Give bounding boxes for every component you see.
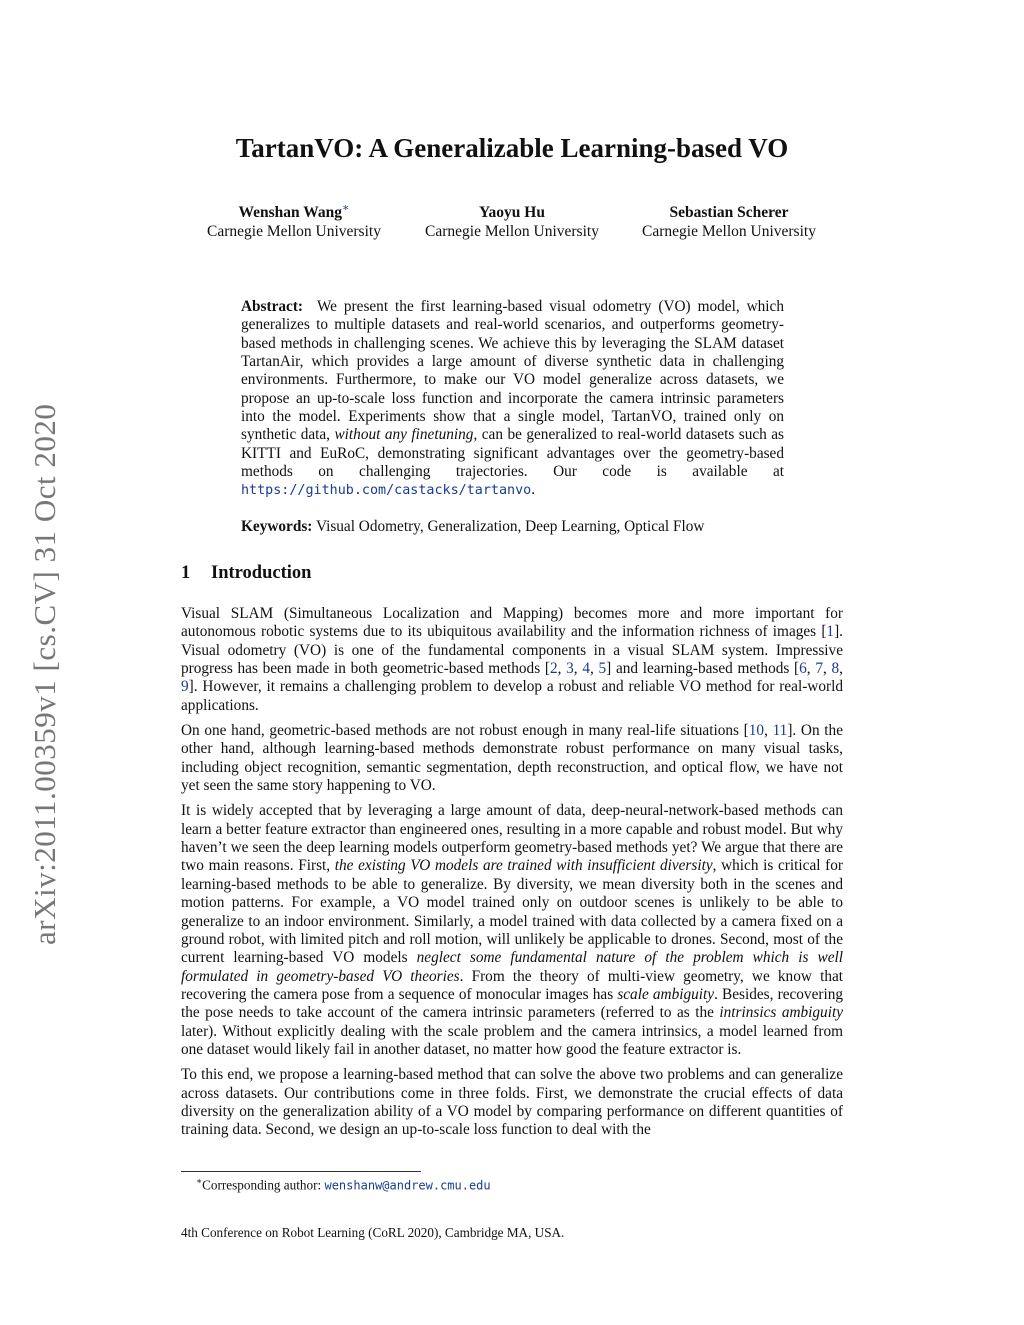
author-name: Yaoyu Hu — [479, 204, 545, 221]
text-run: . Besides, recovering the pose needs to take account of the camera intrinsic parameters (referred to as the — [181, 985, 843, 1022]
abstract-emphasis: without any finetuning — [334, 426, 474, 444]
body-text — [181, 605, 843, 1147]
arxiv-identifier: arXiv:2011.00359v1 [cs.CV] 31 Oct 2020 — [27, 403, 62, 945]
citation-link[interactable]: 5 — [598, 660, 607, 678]
citation-link[interactable]: 2 — [549, 660, 558, 678]
footnote-marker[interactable]: ∗ — [342, 201, 350, 214]
emphasis-text: neglect some fundamental nature of the problem which is well formulated in geometry-based VO theories — [181, 949, 843, 985]
author-affiliation: Carnegie Mellon University — [207, 223, 381, 240]
abstract-text: We present the first learning-based visual odometry (VO) model, which generalizes to multiple datasets and real-world scenarios, and outperforms geometry-based methods in challenging scenes. We achieve this by leveraging the SLAM dataset TartanAir, which provides a large amount of diverse synthetic data in challenging environments. Furthermore, to make our VO model generalize across datasets, we propose an up-to-scale loss function and incorporate the camera intrinsic parameters into the model. Experiments show that a single model, TartanVO, trained only on synthetic data, — [241, 298, 784, 444]
author-block — [392, 203, 632, 241]
citation-link[interactable]: 3 — [566, 660, 574, 678]
text-run: It is widely accepted that by leveraging a large amount of data, deep-neural-network-based methods can learn a better feature extractor than engineered ones, resulting in a more capable and robust model. But why haven’t we seen the deep learning models outperform geometry-based methods yet? We argue that there are two main reasons. First, — [181, 802, 843, 875]
footnote — [196, 1176, 491, 1193]
author-email-link[interactable]: wenshanw@andrew.cmu.edu — [324, 1178, 491, 1193]
text-run: ] and learning-based methods [ — [606, 660, 800, 678]
citation-link[interactable]: 8 — [831, 660, 840, 678]
text-run: , which is critical for learning-based methods to be able to generalize. By diversity, we mean diversity both in the scenes and motion patterns. For example, a VO model trained only on outdoor scenes is unlikely to be able to generalize to an indoor environment. Similarly, a model trained with data collected by a camera fixed on a ground robot, with limited pitch and roll motion, will unlikely be applicable to drones. Second, most of the current learning-based VO models — [181, 857, 843, 967]
paragraph-2: On one hand, geometric-based methods are not robust enough in many real-life situations [10, 11]. On the other hand, although learning-based methods demonstrate robust performance on many visual tasks, including object recognition, semantic segmentation, depth reconstruction, and optical flow, we have not yet seen the same story happening to VO. — [181, 722, 843, 795]
abstract-end: . — [531, 481, 536, 499]
keywords — [241, 518, 784, 536]
code-link[interactable]: https://github.com/castacks/tartanvo — [241, 483, 532, 499]
paragraph-3 — [181, 802, 843, 1059]
author-block — [609, 203, 849, 241]
citation-link[interactable]: 6 — [799, 660, 807, 678]
footnote-label: Corresponding author: — [202, 1177, 325, 1193]
abstract-text-cont: , can be generalized to real-world datasets such as KITTI and EuRoC, demonstrating significant advantages over the geometry-based methods on challenging trajectories. Our code is available at — [241, 426, 784, 481]
venue-footer: 4th Conference on Robot Learning (CoRL 2020), Cambridge MA, USA. — [181, 1225, 565, 1240]
text-run: later). Without explicitly dealing with the scale problem and the camera intrinsics, a model learned from one dataset would likely fail in another dataset, no matter how good the feature extractor is. — [181, 1022, 843, 1058]
keywords-text: Visual Odometry, Generalization, Deep Learning, Optical Flow — [315, 518, 705, 535]
abstract — [241, 298, 784, 501]
section-title: Introduction — [211, 563, 312, 583]
author-block — [174, 203, 414, 241]
citation-link[interactable]: 11 — [772, 722, 788, 740]
paragraph-4 — [181, 1066, 843, 1139]
text-run: ]. On the other hand, although learning-based methods demonstrate robust performance on many visual tasks, including object recognition, semantic segmentation, depth reconstruction, and optical flow, we have not yet seen the same story happening to VO. — [181, 722, 843, 795]
text-run: Visual SLAM (Simultaneous Localization and Mapping) becomes more and more important for autonomous robotic systems due to its ubiquitous availability and the information richness of images [ — [181, 605, 843, 641]
author-affiliation: Carnegie Mellon University — [642, 223, 816, 240]
text-run: On one hand, geometric-based methods are not robust enough in many real-life situations [ — [181, 722, 749, 740]
author-affiliation: Carnegie Mellon University — [425, 223, 599, 240]
emphasis-text: the existing VO models are trained with insufficient diversity — [334, 857, 713, 875]
footnote-mark: ∗ — [196, 1176, 203, 1186]
author-name: Sebastian Scherer — [669, 204, 789, 221]
section-heading — [181, 563, 311, 584]
paragraph-1: Visual SLAM (Simultaneous Localization and Mapping) becomes more and more important for autonomous robotic systems due to its ubiquitous availability and the information richness of images [1]. Visual odometry (VO) is one of the fundamental components in a visual SLAM system. Impressive progress has been made in both geometric-based methods [2, 3, 4, 5] and learning-based methods [6, 7, 8, 9]. However, it remains a challenging problem to develop a robust and reliable VO method for real-world applications. — [181, 605, 843, 714]
text-run: ]. However, it remains a challenging problem to develop a robust and reliable VO method for real-world applications. — [181, 678, 843, 714]
citation-link[interactable]: 4 — [582, 660, 590, 678]
paper-title: TartanVO: A Generalizable Learning-based VO — [235, 133, 789, 163]
section-number: 1 — [181, 563, 191, 583]
footnote-divider — [181, 1171, 421, 1172]
text-run: . From the theory of multi-view geometry, we know that recovering the camera pose from a sequence of monocular images has — [181, 967, 844, 1003]
emphasis-text: intrinsics ambiguity — [719, 1004, 844, 1022]
text-run: ]. Visual odometry (VO) is one of the fundamental components in a visual SLAM system. Impressive progress has been made in both geometric-based methods [ — [181, 623, 843, 678]
abstract-label: Abstract: — [241, 298, 304, 315]
citation-link[interactable]: 7 — [815, 660, 823, 678]
citation-link[interactable]: 9 — [181, 678, 189, 696]
emphasis-text: scale ambiguity — [617, 985, 715, 1003]
text-run: To this end, we propose a learning-based method that can solve the above two problems and can generalize across datasets. Our contributions come in three folds. First, we demonstrate the crucial effects of data diversity on the generalization ability of a VO model by comparing performance on different quantities of training data. Second, we design an up-to-scale loss function to deal with the — [181, 1066, 843, 1139]
keywords-label: Keywords: — [241, 518, 313, 535]
author-name: Wenshan Wang — [238, 204, 343, 221]
citation-link[interactable]: 10 — [748, 722, 765, 740]
citation-link[interactable]: 1 — [826, 623, 835, 641]
